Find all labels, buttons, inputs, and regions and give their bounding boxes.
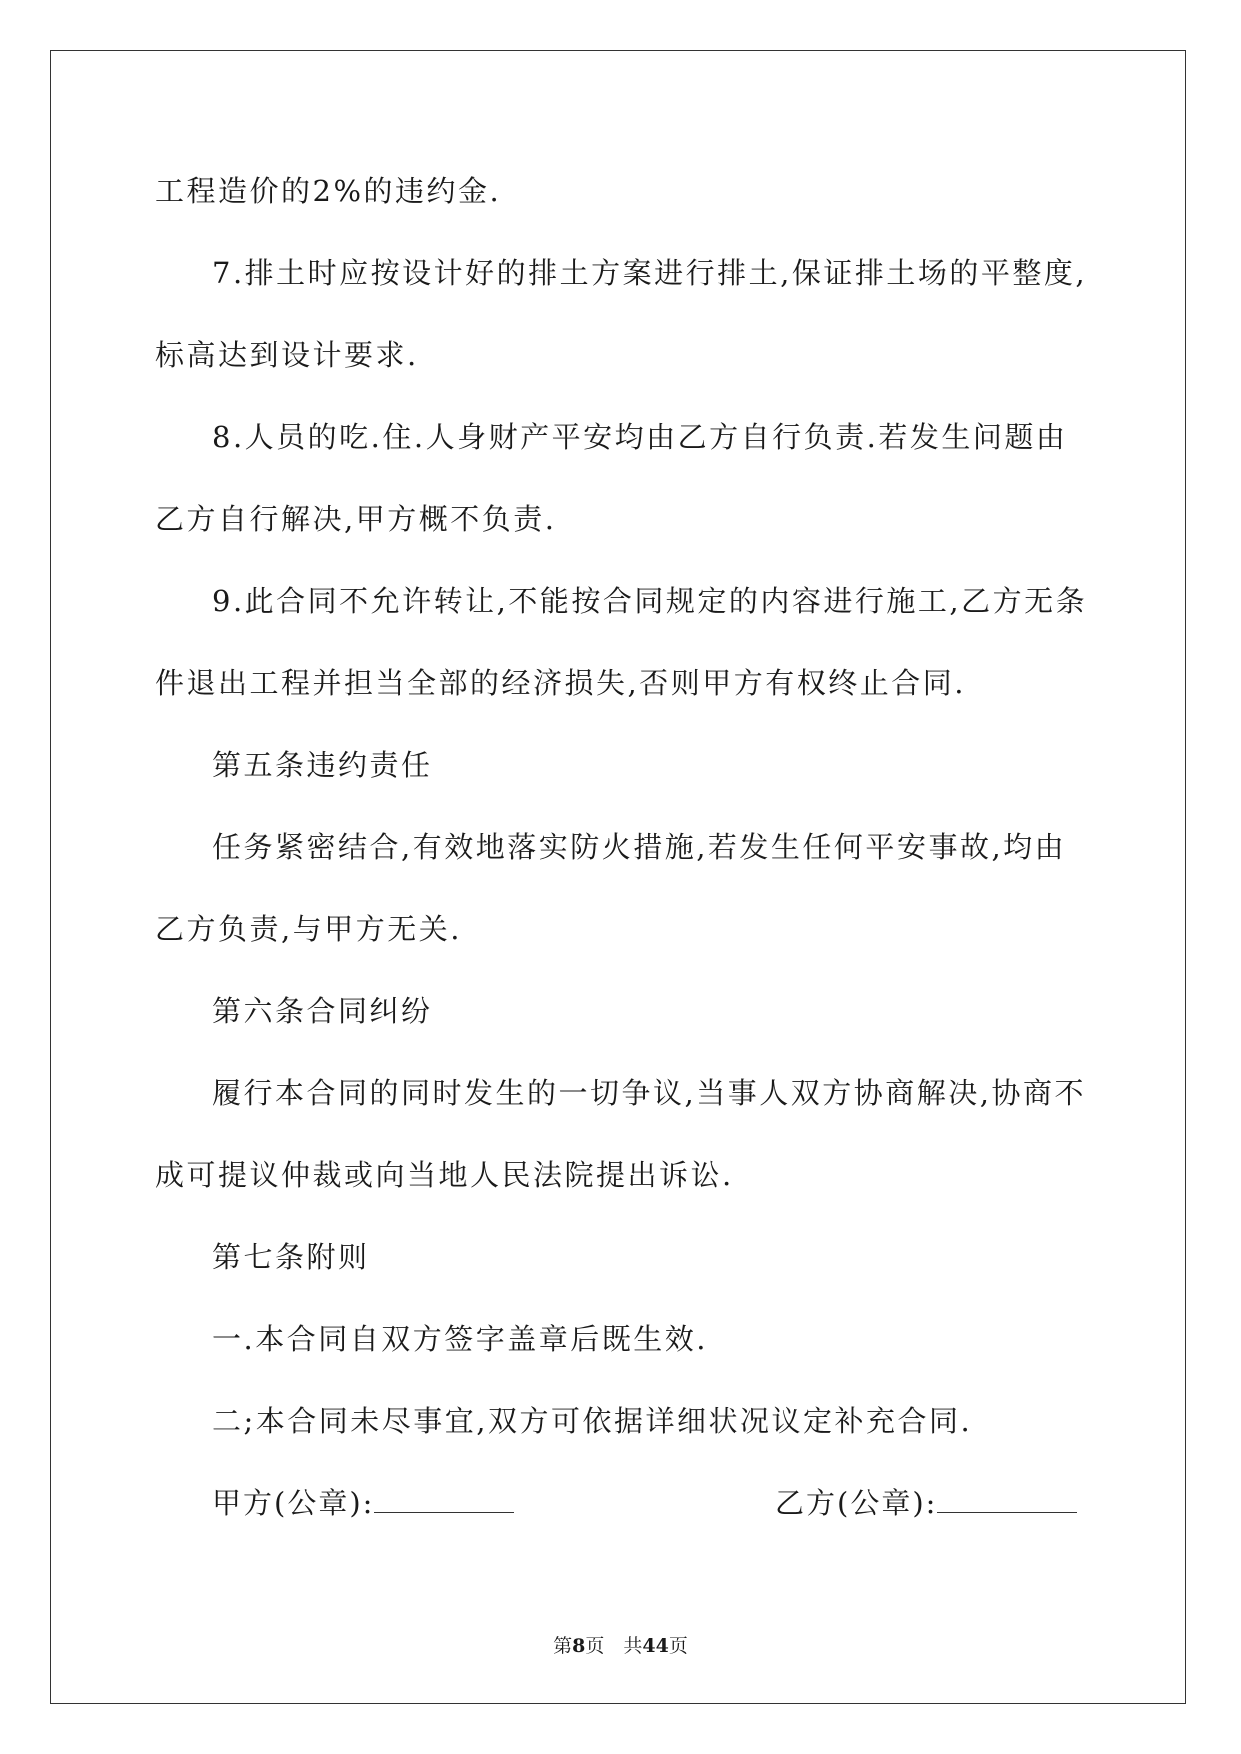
section-heading: 第七条附则 — [212, 1240, 370, 1274]
page-number: 8 — [572, 1635, 586, 1657]
party-a-signature — [212, 1485, 514, 1521]
page-footer: 第8页 共44页 — [553, 1635, 688, 1657]
paragraph-line: 乙方自行解决,甲方概不负责. — [155, 502, 557, 536]
paragraph-line: 8.人员的吃.住.人身财产平安均由乙方自行负责.若发生问题由 — [212, 420, 1068, 454]
party-b-blank — [937, 1486, 1077, 1513]
paragraph-line: 9.此合同不允许转让,不能按合同规定的内容进行施工,乙方无条 — [212, 584, 1088, 618]
section-heading: 第五条违约责任 — [212, 748, 433, 782]
paragraph-line: 标高达到设计要求. — [155, 338, 419, 372]
paragraph-line: 7.排土时应按设计好的排土方案进行排土,保证排土场的平整度, — [212, 256, 1088, 290]
paragraph-line: 件退出工程并担当全部的经济损失,否则甲方有权终止合同. — [155, 666, 966, 700]
paragraph-line: 成可提议仲裁或向当地人民法院提出诉讼. — [155, 1158, 734, 1192]
page-border — [50, 50, 1186, 1704]
party-a-blank — [374, 1486, 514, 1513]
paragraph-line: 任务紧密结合,有效地落实防火措施,若发生任何平安事故,均由 — [212, 830, 1067, 864]
party-b-signature — [775, 1485, 1077, 1521]
paragraph-line: 履行本合同的同时发生的一切争议,当事人双方协商解决,协商不 — [212, 1076, 1086, 1110]
paragraph-line: 二;本合同未尽事宜,双方可依据详细状况议定补充合同. — [212, 1404, 973, 1438]
section-heading: 第六条合同纠纷 — [212, 994, 433, 1028]
paragraph-line: 一.本合同自双方签字盖章后既生效. — [212, 1322, 708, 1356]
total-pages: 44 — [642, 1635, 669, 1657]
party-b-label: 乙方(公章): — [775, 1486, 938, 1520]
party-a-label: 甲方(公章): — [212, 1486, 375, 1520]
paragraph-line: 工程造价的2%的违约金. — [155, 174, 502, 208]
paragraph-line: 乙方负责,与甲方无关. — [155, 912, 462, 946]
